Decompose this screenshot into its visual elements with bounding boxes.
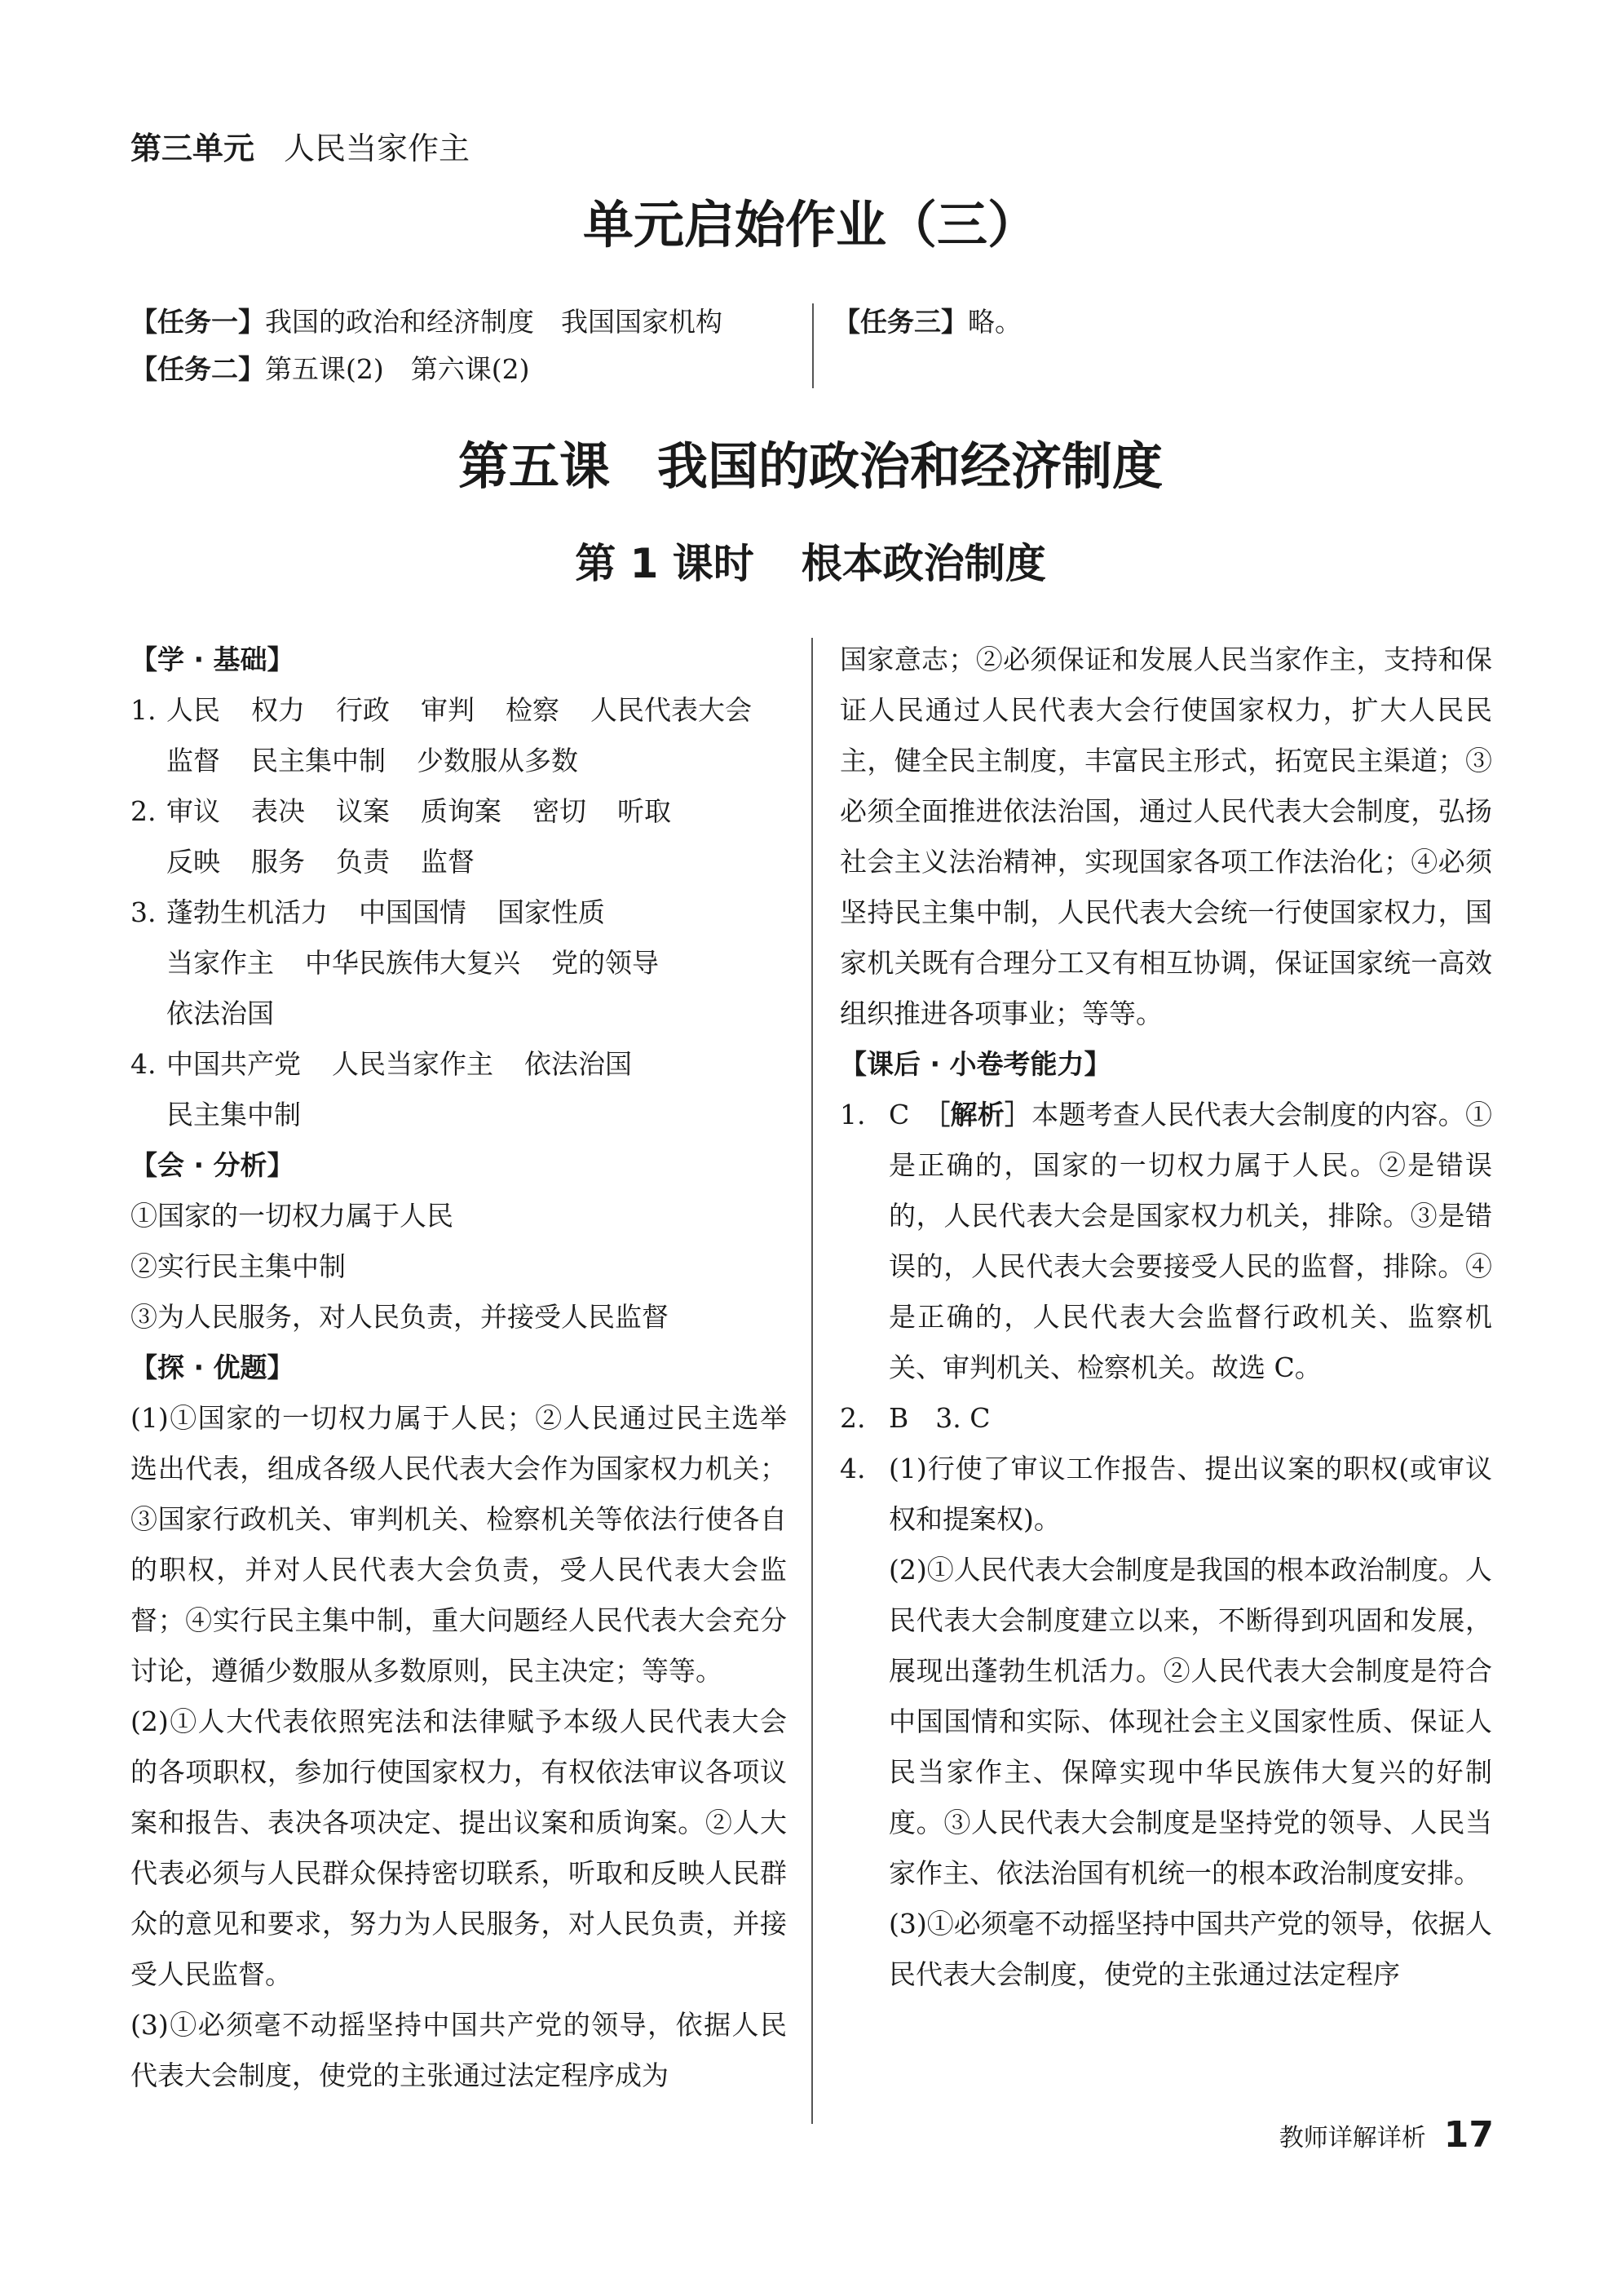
question-2-3 (840, 1393, 1492, 1444)
basics-line (130, 989, 787, 1039)
task-divider (812, 303, 814, 388)
analysis-item: ③为人民服务，对人民负责，并接受人民监督 (130, 1301, 669, 1333)
tasks-right (833, 299, 1404, 346)
answer-term: 检察 (506, 694, 559, 726)
unit-number: 第三单元 (130, 131, 255, 166)
after-class-heading: 【课后 · 小卷考能力】 (840, 1048, 1111, 1080)
item-number: 4. (130, 1048, 157, 1080)
answer-term: 表决 (251, 795, 305, 827)
answer-term: 民主集中制 (166, 1099, 301, 1130)
answer-term: 党的领导 (551, 947, 659, 979)
answer-term: 中国国情 (359, 896, 466, 928)
answer-term: 依法治国 (524, 1048, 632, 1080)
lesson-name: 我国的政治和经济制度 (657, 436, 1164, 496)
q1-number: 1. (840, 1099, 866, 1130)
item-number: 3. (130, 896, 157, 928)
task-2-text: 第五课(2) 第六课(2) (265, 353, 530, 385)
left-column (130, 635, 787, 2101)
period-number: 第 1 课时 (575, 540, 754, 587)
answer-term: 审议 (166, 795, 220, 827)
answer-term: 监督 (421, 846, 475, 878)
basics-item (130, 887, 787, 1039)
answer-term: 中华民族伟大复兴 (305, 947, 520, 979)
task-3-text: 略。 (968, 306, 1022, 338)
analysis-heading: 【会 · 分析】 (130, 1149, 294, 1181)
answer-term: 人民 (166, 694, 220, 726)
answer-term: 议案 (336, 795, 390, 827)
period-title (0, 537, 1621, 591)
answer-term: 质询案 (421, 795, 501, 827)
explore-answer-2: (2)①人大代表依照宪法和法律赋予本级人民代表大会的各项职权，参加行使国家权力，有权依法审议各项议案和报告、表决各项决定、提出议案和质询案。②人大代表必须与人民群众保持密切联系，听取和反映人民群众的意见和要求，努力为人民服务，对人民负责，并接受人民监督。 (130, 1705, 787, 1990)
analysis-item: ②实行民主集中制 (130, 1250, 346, 1282)
answer-term: 监督 (166, 745, 220, 776)
answer-term: 行政 (336, 694, 390, 726)
answer-term: 人民代表大会 (590, 694, 752, 726)
answer-term: 审判 (421, 694, 475, 726)
answer-term: 密切 (532, 795, 586, 827)
lesson-number: 第五课 (457, 436, 610, 496)
explore-answer-1: (1)①国家的一切权力属于人民；②人民通过民主选举选出代表，组成各级人民代表大会作为国家权力机关；③国家行政机关、审判机关、检察机关等依法行使各自的职权，并对人民代表大会负责，受人民代表大会监督；④实行民主集中制，重大问题经人民代表大会充分讨论，遵循少数服从多数原则，民主决定；等等。 (130, 1402, 787, 1687)
answer-term: 蓬勃生机活力 (166, 896, 328, 928)
q1-analysis: 本题考查人民代表大会制度的内容。①是正确的，国家的一切权力属于人民。②是错误的，人民代表大会是国家权力机关，排除。③是错误的，人民代表大会要接受人民的监督，排除。④是正确的，人民代表大会监督行政机关、监察机关、审判机关、检察机关。故选 C。 (889, 1099, 1493, 1383)
unit-start-title: 单元启始作业（三） (582, 195, 1038, 254)
answer-term: 人民当家作主 (332, 1048, 493, 1080)
answer-term: 民主集中制 (251, 745, 386, 776)
answer-term: 服务 (251, 846, 305, 878)
right-column (840, 635, 1492, 2000)
basics-item (130, 1039, 787, 1140)
task-1 (130, 299, 799, 346)
q2-3-answers: B 3. C (889, 1402, 991, 1434)
answer-term: 少数服从多数 (417, 745, 578, 776)
q1-analysis-tag: ［解析］ (936, 1099, 1032, 1130)
q4-answer-3: (3)①必须毫不动摇坚持中国共产党的领导，依据人民代表大会制度，使党的主张通过法定程序 (889, 1908, 1492, 1990)
lesson-title (0, 434, 1621, 499)
item-number: 1. (130, 694, 157, 726)
tasks-left (130, 299, 799, 393)
answer-term: 依法治国 (166, 998, 274, 1029)
explore-answer-3-continued: 国家意志；②必须保证和发展人民当家作主，支持和保证人民通过人民代表大会行使国家权力，扩大人民民主，健全民主制度，丰富民主形式，拓宽民主渠道；③必须全面推进依法治国，通过人民代表大会制度，弘扬社会主义法治精神，实现国家各项工作法治化；④必须坚持民主集中制，人民代表大会统一行使国家权力，国家机关既有合理分工又有相互协调，保证国家统一高效组织推进各项事业；等等。 (840, 644, 1492, 1029)
item-number: 2. (130, 795, 157, 827)
question-4 (840, 1444, 1492, 2000)
basics-line (166, 1048, 632, 1080)
basics-line (130, 1090, 787, 1140)
answer-term: 国家性质 (497, 896, 605, 928)
answer-term: 听取 (617, 795, 671, 827)
q4-answer-1: (1)行使了审议工作报告、提出议案的职权(或审议权和提案权)。 (889, 1453, 1492, 1535)
answer-term: 负责 (336, 846, 390, 878)
q4-number: 4. (840, 1453, 866, 1484)
q1-answer: C (889, 1099, 910, 1130)
task-1-text: 我国的政治和经济制度 我国国家机构 (265, 306, 722, 338)
answer-term: 反映 (166, 846, 220, 878)
basics-line (130, 938, 787, 989)
page-footer (1279, 2114, 1494, 2156)
unit-header (130, 129, 470, 168)
basics-line (166, 896, 605, 928)
basics-heading: 【学 · 基础】 (130, 644, 294, 675)
analysis-item: ①国家的一切权力属于人民 (130, 1200, 453, 1232)
column-divider (811, 638, 813, 2124)
basics-item (130, 786, 787, 887)
basics-line (130, 837, 787, 887)
task-3 (833, 299, 1404, 346)
answer-term: 当家作主 (166, 947, 274, 979)
basics-line (166, 795, 671, 827)
basics-item (130, 685, 787, 786)
unit-name: 人民当家作主 (284, 131, 470, 166)
footer-label: 教师详解详析 (1279, 2123, 1426, 2152)
task-2 (130, 346, 799, 393)
q2-number: 2. (840, 1402, 866, 1434)
basics-line (130, 736, 787, 786)
basics-line (166, 694, 752, 726)
answer-term: 权力 (251, 694, 305, 726)
explore-answer-3: (3)①必须毫不动摇坚持中国共产党的领导，依据人民代表大会制度，使党的主张通过法定程序成为 (130, 2009, 787, 2091)
period-name: 根本政治制度 (801, 540, 1046, 587)
task-3-tag: 【任务三】 (833, 306, 968, 338)
explore-heading: 【探 · 优题】 (130, 1351, 294, 1383)
q4-answer-2: (2)①人民代表大会制度是我国的根本政治制度。人民代表大会制度建立以来，不断得到巩固和发展，展现出蓬勃生机活力。②人民代表大会制度是符合中国国情和实际、体现社会主义国家性质、保证人民当家作主、保障实现中华民族伟大复兴的好制度。③人民代表大会制度是坚持党的领导、人民当家作主、依法治国有机统一的根本政治制度安排。 (889, 1554, 1492, 1889)
task-2-tag: 【任务二】 (130, 353, 265, 385)
page-number: 17 (1443, 2114, 1494, 2156)
answer-term: 中国共产党 (166, 1048, 301, 1080)
task-1-tag: 【任务一】 (130, 306, 265, 338)
question-1 (840, 1090, 1492, 1393)
